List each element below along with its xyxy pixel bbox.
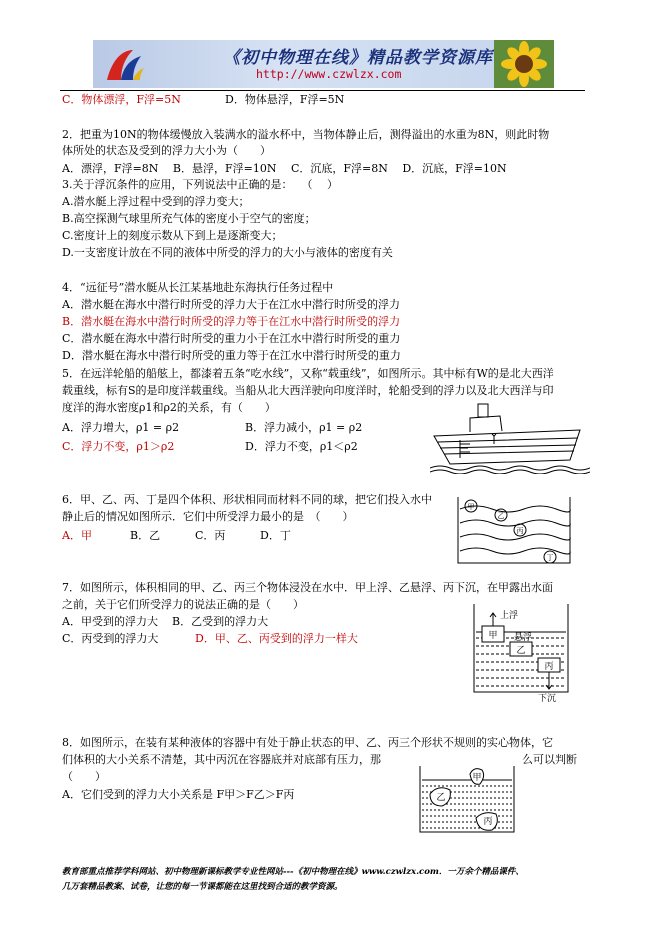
q2-stem-1: 2．把重为10N的物体缓慢放入装满水的溢水杯中，当物体静止后，测得溢出的水重为8N，则此时物 [62, 128, 550, 141]
q3-option-c: C.密度计上的刻度示数从下到上是逐渐变大； [62, 229, 283, 242]
q3-option-b: B.高空探测气球里所充气体的密度小于空气的密度； [62, 212, 316, 225]
ball-label-ding: 丁 [546, 554, 554, 562]
irregular-objects-figure [418, 762, 518, 834]
q4-option-d: D．潜水艇在海水中潜行时所受的重力等于在江水中潜行时所受的重力 [62, 349, 401, 362]
q8-stem-3: （ ） [62, 770, 106, 783]
q4-option-a: A．潜水艇在海水中潜行时所受的浮力大于在江水中潜行时所受的浮力 [62, 298, 400, 311]
q5-stem-2: 载重线，标有S的是印度洋载重线。当船从北大西洋驶向印度洋时，轮船受到的浮力以及北大西洋与印 [62, 384, 554, 397]
q2-stem-2: 体所处的状态及受到的浮力大小为（ ） [62, 144, 271, 157]
q8-stem-2: 们体积的大小关系不清楚，其中丙沉在容器底并对底部有压力，那 [62, 753, 381, 766]
q2-options: A．漂浮，F浮=8N B．悬浮，F浮=10N C．沉底，F浮=8N D．沉底，F浮=10N [62, 162, 507, 175]
ship-load-lines-figure [430, 398, 590, 474]
q4-option-b: B．潜水艇在海水中潜行时所受的浮力等于在江水中潜行时所受的浮力 [62, 315, 401, 328]
site-url[interactable]: http://www.czwlzx.com [256, 67, 402, 81]
site-logo-icon [103, 46, 145, 84]
header-banner [93, 40, 554, 88]
q4-stem: 4．“远征号”潜水艇从长江某基地赴东海执行任务过程中 [62, 281, 334, 294]
q6-option-d: D．丁 [260, 529, 291, 542]
ball-label-bing: 丙 [516, 527, 524, 535]
four-balls-figure [456, 495, 572, 565]
footer-line-1: 教育部重点推荐学科网站、初中物理新课标教学专业性网站---《初中物理在线》www.czwlzx.com．一万余个精品课件、 [62, 867, 524, 877]
block-label-yi: 乙 [516, 646, 526, 656]
q5-option-b: B．浮力减小，ρ1 = ρ2 [245, 421, 363, 434]
page-footer [62, 865, 602, 895]
ball-label-jia: 甲 [467, 503, 475, 511]
q7-option-c: C．丙受到的浮力大 [62, 632, 159, 645]
q7-stem-2: 之前，关于它们所受浮力的说法正确的是（ ） [62, 598, 304, 611]
suspend-label: 悬浮 [514, 633, 533, 643]
sink-label: 下沉 [538, 694, 557, 704]
q6-option-b: B．乙 [130, 529, 161, 542]
float-up-label: 上浮 [500, 611, 519, 621]
q3-option-a: A.潜水艇上浮过程中受到的浮力变大； [62, 195, 250, 208]
q7-option-d: D．甲、乙、丙受到的浮力一样大 [195, 632, 358, 645]
q5-option-c: C．浮力不变，ρ1＞ρ2 [62, 440, 175, 453]
q4-option-c: C．潜水艇在海水中潜行时所受的重力小于在江水中潜行时所受的重力 [62, 332, 401, 345]
q5-stem-1: 5．在远洋轮船的船舷上，都漆着五条“吃水线”，又称“载重线”，如图所示。其中标有W的是北大西洋 [62, 367, 554, 380]
q6-stem-1: 6．甲、乙、丙、丁是四个体积、形状相同而材料不同的球，把它们投入水中 [62, 493, 432, 506]
q8-stem-2-end: 么可以判断 [522, 753, 577, 766]
object-label-jia: 甲 [472, 773, 482, 783]
q3-stem: 3.关于浮沉条件的应用，下列说法中正确的是： （ ） [62, 178, 338, 191]
q6-stem-2: 静止后的情况如图所示．它们中所受浮力最小的是 （ ） [62, 510, 354, 523]
object-label-yi: 乙 [436, 793, 446, 803]
q7-stem-1: 7．如图所示，体积相同的甲、乙、丙三个物体浸没在水中．甲上浮、乙悬浮、丙下沉，在甲露出水面 [62, 581, 553, 594]
q1-option-d: D．物体悬浮，F浮=5N [225, 93, 345, 106]
block-label-jia: 甲 [488, 631, 498, 641]
q8-option-a: A．它们受到的浮力大小关系是 F甲＞F乙＞F丙 [62, 788, 295, 801]
q7-option-a: A．甲受到的浮力大 [62, 615, 158, 628]
sunflower-icon [494, 40, 554, 88]
ball-label-yi: 乙 [497, 512, 505, 520]
footer-line-2: 几万套精品教案、试卷，让您的每一节课都能在这里找到合适的教学资源。 [62, 882, 343, 892]
q1-option-c: C．物体漂浮，F浮=5N [62, 93, 181, 106]
q6-option-a: A．甲 [62, 529, 92, 542]
q7-option-b: B．乙受到的浮力大 [172, 615, 269, 628]
site-title: 《初中物理在线》精品教学资源库 [223, 48, 493, 68]
block-label-bing: 丙 [544, 662, 554, 672]
q5-stem-3: 度洋的海水密度ρ1和ρ2的关系，有（ ） [62, 401, 276, 414]
q6-option-c: C．丙 [195, 529, 226, 542]
q5-option-d: D．浮力不变，ρ1＜ρ2 [245, 440, 358, 453]
q8-stem-1: 8．如图所示，在装有某种液体的容器中有处于静止状态的甲、乙、丙三个形状不规则的实心物体，它 [62, 736, 553, 749]
header-rule [60, 90, 585, 91]
three-blocks-figure [472, 602, 572, 704]
object-label-bing: 丙 [483, 817, 493, 827]
q5-option-a: A．浮力增大，ρ1 = ρ2 [62, 421, 180, 434]
q3-option-d: D.一支密度计放在不同的液体中所受的浮力的大小与液体的密度有关 [62, 246, 393, 259]
